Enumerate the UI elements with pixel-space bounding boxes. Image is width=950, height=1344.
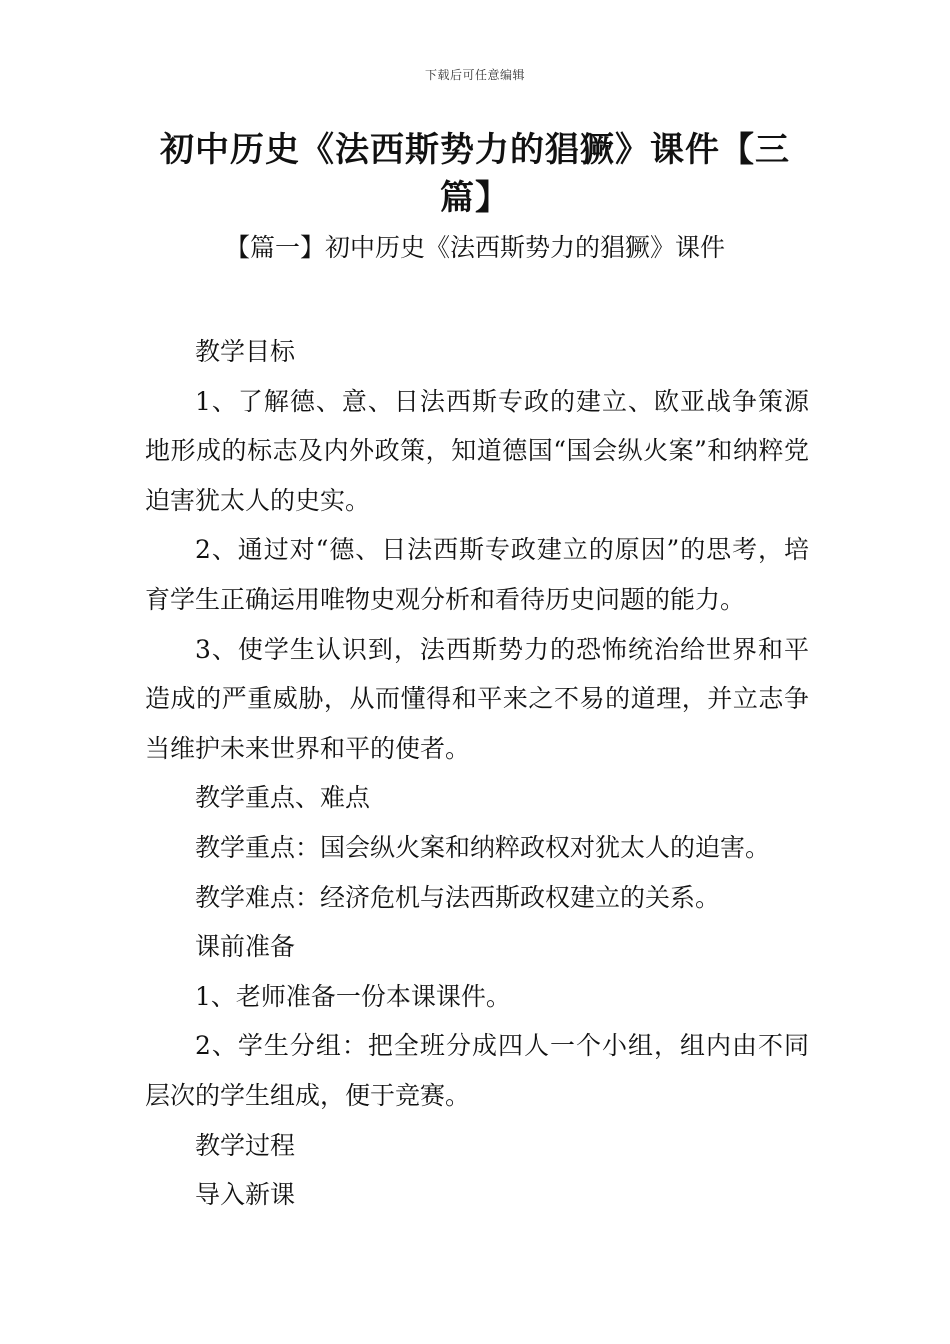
paragraph-key-point: 教学重点：国会纵火案和纳粹政权对犹太人的迫害。: [195, 832, 771, 862]
paragraph-key-points-heading: 教学重点、难点: [195, 783, 371, 813]
section-heading: 【篇一】初中历史《法西斯势力的猖獗》课件: [224, 233, 725, 262]
header-note: 下载后可任意编辑: [424, 68, 525, 82]
document-body: [145, 327, 809, 1220]
paragraph-preparation-heading: 课前准备: [195, 932, 296, 962]
paragraph-preparation-2: 2、学生分组：把全班分成四人一个小组，组内由不同层次的学生组成，便于竞赛。: [145, 1031, 809, 1110]
paragraph-introduction: 导入新课: [195, 1180, 296, 1210]
paragraph-goal-1: 1、了解德、意、日法西斯专政的建立、欧亚战争策源地形成的标志及内外政策，知道德国“国会纵火案”和纳粹党迫害犹太人的史实。: [145, 386, 809, 515]
paragraph-preparation-1: 1、老师准备一份本课课件。: [195, 981, 511, 1011]
paragraph-difficult-point: 教学难点：经济危机与法西斯政权建立的关系。: [195, 882, 721, 912]
document-title: 初中历史《法西斯势力的猖獗》课件【三篇】: [160, 130, 790, 218]
paragraph-goal-3: 3、使学生认识到，法西斯势力的恐怖统治给世界和平造成的严重威胁，从而懂得和平来之不易的道理，并立志争当维护未来世界和平的使者。: [145, 634, 809, 763]
paragraph-goal-2: 2、通过对“德、日法西斯专政建立的原因”的思考，培育学生正确运用唯物史观分析和看待历史问题的能力。: [145, 535, 809, 614]
paragraph-teaching-goals: 教学目标: [195, 337, 296, 366]
paragraph-process-heading: 教学过程: [195, 1130, 296, 1160]
